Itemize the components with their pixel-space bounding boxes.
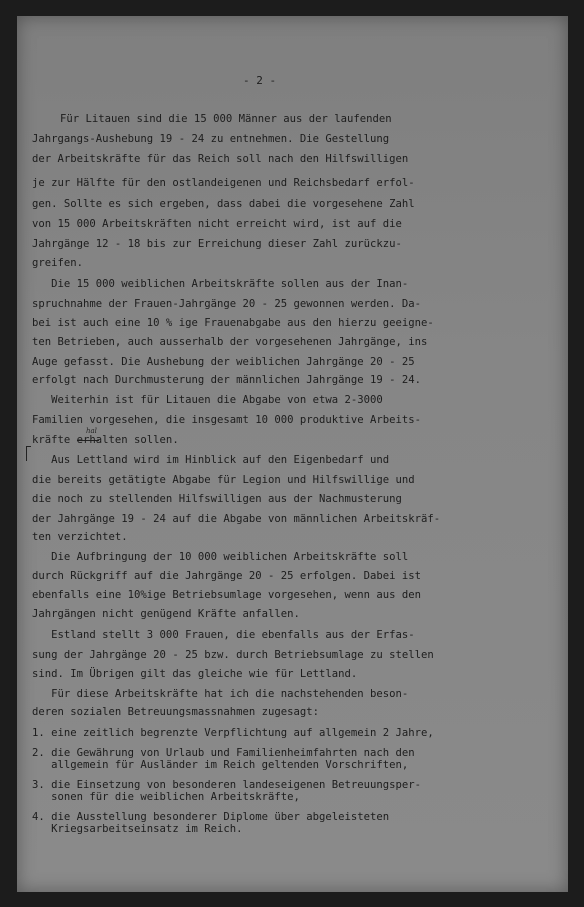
text-line: Estland stellt 3 000 Frauen, die ebenfalls aus der Erfas- [32, 629, 415, 641]
body-text [32, 16, 552, 835]
text-line: Jahrgangs-Aushebung 19 - 24 zu entnehmen. Die Gestellung [32, 133, 390, 145]
text-line: die noch zu stellenden Hilfswilligen aus der Nachmusterung [32, 493, 402, 505]
text-line: sonen für die weiblichen Arbeitskräfte, [32, 791, 300, 803]
text-line: Die Aufbringung der 10 000 weiblichen Arbeitskräfte soll [32, 551, 409, 563]
text-line: Für diese Arbeitskräfte hat ich die nachstehenden beson- [32, 688, 409, 700]
margin-bracket-mark [26, 446, 31, 461]
text-line: 3. die Einsetzung von besonderen landeseigenen Betreuungsper- [32, 779, 422, 791]
text-line: spruchnahme der Frauen-Jahrgänge 20 - 25 gewonnen werden. Da- [32, 298, 422, 310]
text-line: Jahrgängen nicht genügend Kräfte anfallen. [32, 608, 300, 620]
text-line: bei ist auch eine 10 % ige Frauenabgabe aus den hierzu geeigne- [32, 317, 434, 329]
text-line: Jahrgänge 12 - 18 bis zur Erreichung dieser Zahl zurückzu- [32, 238, 402, 250]
text-line: ten verzichtet. [32, 531, 128, 543]
text-line: erfolgt nach Durchmusterung der männlichen Jahrgänge 19 - 24. [32, 374, 422, 386]
text-line: 1. eine zeitlich begrenzte Verpflichtung auf allgemein 2 Jahre, [32, 727, 434, 739]
text-line: ten Betrieben, auch ausserhalb der vorgesehenen Jahrgänge, ins [32, 336, 428, 348]
text-line: sung der Jahrgänge 20 - 25 bzw. durch Betriebsumlage zu stellen [32, 649, 434, 661]
text-line: Die 15 000 weiblichen Arbeitskräfte sollen aus der Inan- [32, 278, 409, 290]
text-line: Weiterhin ist für Litauen die Abgabe von etwa 2-3000 [32, 394, 383, 406]
text-line: Für Litauen sind die 15 000 Männer aus der laufenden [60, 113, 392, 125]
text-line: greifen. [32, 257, 84, 269]
page-number: - 2 - [243, 74, 277, 87]
text-line: Kriegsarbeitseinsatz im Reich. [32, 823, 243, 835]
text-line: 2. die Gewährung von Urlaub und Familienheimfahrten nach den [32, 747, 415, 759]
text-line: der Arbeitskräfte für das Reich soll nach den Hilfswilligen [32, 153, 409, 165]
document-page [17, 16, 568, 892]
text-line: je zur Hälfte für den ostlandeigenen und Reichsbedarf erfol- [32, 177, 415, 189]
text-line: der Jahrgänge 19 - 24 auf die Abgabe von männlichen Arbeitskräf- [32, 513, 441, 525]
text-line: Familien vorgesehen, die insgesamt 10 000 produktive Arbeits- [32, 414, 422, 426]
text-line: sind. Im Übrigen gilt das gleiche wie für Lettland. [32, 668, 358, 680]
text-line: Auge gefasst. Die Aushebung der weiblichen Jahrgänge 20 - 25 [32, 356, 415, 368]
text-line: die bereits getätigte Abgabe für Legion und Hilfswillige und [32, 474, 415, 486]
text-line: von 15 000 Arbeitskräften nicht erreicht wird, ist auf die [32, 218, 402, 230]
text-line: kräfte erhalten sollen. [32, 434, 179, 446]
handwritten-annotation: hal [86, 427, 97, 435]
text-line: Aus Lettland wird im Hinblick auf den Eigenbedarf und [32, 454, 390, 466]
text-line: allgemein für Ausländer im Reich geltenden Vorschriften, [32, 759, 409, 771]
text-line: ebenfalls eine 10%ige Betriebsumlage vorgesehen, wenn aus den [32, 589, 422, 601]
text-line: deren sozialen Betreuungsmassnahmen zugesagt: [32, 706, 320, 718]
text-line: 4. die Ausstellung besonderer Diplome über abgeleisteten [32, 811, 390, 823]
text-line: durch Rückgriff auf die Jahrgänge 20 - 25 erfolgen. Dabei ist [32, 570, 422, 582]
text-line: gen. Sollte es sich ergeben, dass dabei die vorgesehene Zahl [32, 198, 415, 210]
